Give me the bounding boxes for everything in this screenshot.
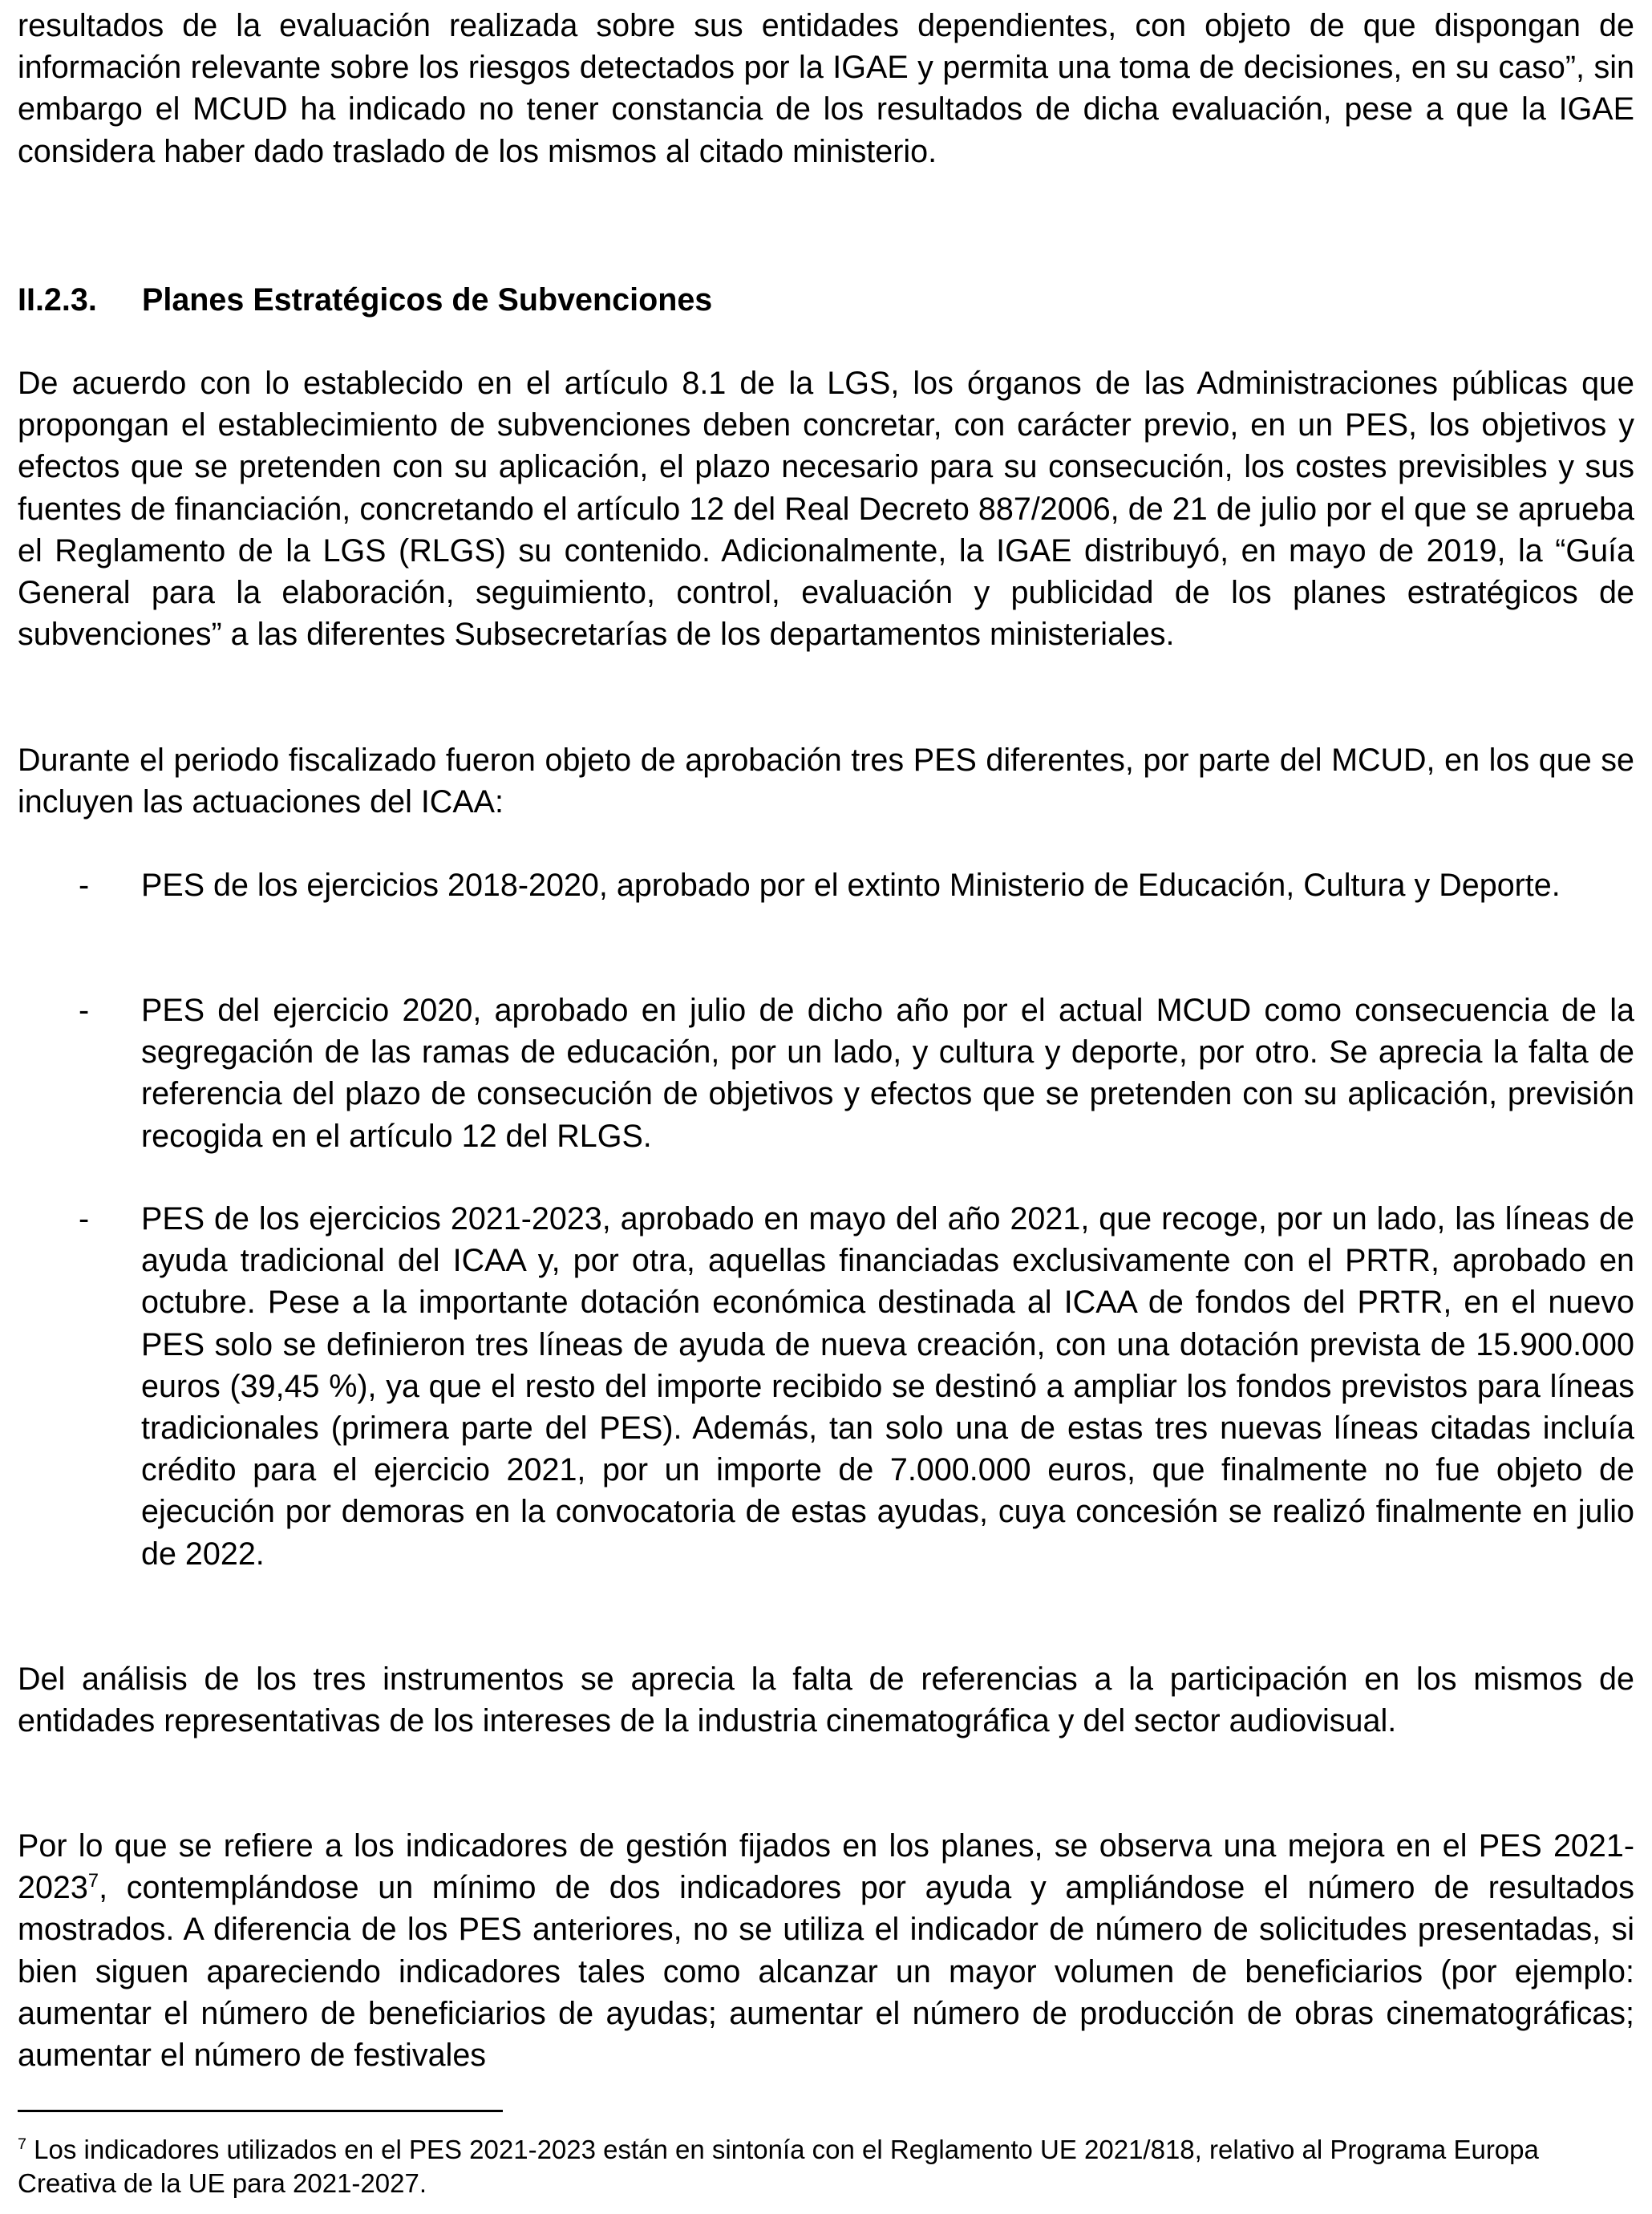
section-title: Planes Estratégicos de Subvenciones xyxy=(142,282,713,318)
section-number: II.2.3. xyxy=(18,282,97,318)
list-item-text: PES de los ejercicios 2018-2020, aprobado por el extinto Ministerio de Educación, Cultura y Deporte. xyxy=(141,868,1561,903)
list-item-pes-2021-2023 xyxy=(18,1198,1634,1575)
paragraph-indicadores xyxy=(18,1825,1634,2076)
bullet-dash: - xyxy=(79,868,90,903)
paragraph-text: , contemplándose un mínimo de dos indicadores por ayuda y ampliándose el número de resultados mostrados. A diferencia de los PES anteriores, no se utiliza el indicador de número de solicitudes presentadas, si bien siguen apareciendo indicadores tales como alcanzar un mayor volumen de beneficiarios (por ejemplo: aumentar el número de beneficiarios de ayudas; aumentar el número de producción de obras cinematográficas; aumentar el número de festivales xyxy=(18,1870,1634,2074)
paragraph-text: Por lo que se refiere a los indicadores de gestión fijados en los planes, se observa una mejora en el PES 2021-2023 xyxy=(18,1828,1634,1906)
list-item-pes-2020 xyxy=(18,990,1634,1157)
list-item-text: PES del ejercicio 2020, aprobado en julio de dicho año por el actual MCUD como consecuencia de la segregación de las ramas de educación, por un lado, y cultura y deporte, por otro. Se aprecia la falta de referencia del plazo de consecución de objetivos y efectos que se pretenden con su aplicación, previsión recogida en el artículo 12 del RLGS. xyxy=(141,993,1634,1154)
footnote-number: 7 xyxy=(18,2135,27,2153)
footnote-reference[interactable]: 7 xyxy=(87,1871,99,1892)
paragraph-periodo: Durante el periodo fiscalizado fueron objeto de aprobación tres PES diferentes, por parte del MCUD, en los que se incluyen las actuaciones del ICAA: xyxy=(18,743,1634,820)
footnote-text: Los indicadores utilizados en el PES 2021-2023 están en sintonía con el Reglamento UE 2021/818, relativo al Programa Europa Creativa de la UE para 2021-2027. xyxy=(18,2135,1539,2198)
list-item-text: PES de los ejercicios 2021-2023, aprobado en mayo del año 2021, que recoge, por un lado, las líneas de ayuda tradicional del ICAA y, por otra, aquellas financiadas exclusivamente con el PRTR, aprobado en octubre. Pese a la importante dotación económica destinada al ICAA de fondos del PRTR, en el nuevo PES solo se definieron tres líneas de ayuda de nueva creación, con una dotación prevista de 15.900.000 euros (39,45 %), ya que el resto del importe recibido se destinó a ampliar los fondos previstos para líneas tradicionales (primera parte del PES). Además, tan solo una de estas tres nuevas líneas citadas incluía crédito para el ejercicio 2021, por un importe de 7.000.000 euros, que finalmente no fue objeto de ejecución por demoras en la convocatoria de estas ayudas, cuya concesión se realizó finalmente en julio de 2022. xyxy=(141,1201,1634,1572)
paragraph-lgs: De acuerdo con lo establecido en el artículo 8.1 de la LGS, los órganos de las Administraciones públicas que propongan el establecimiento de subvenciones deben concretar, con carácter previo, en un PES, los objetivos y efectos que se pretenden con su aplicación, el plazo necesario para su consecución, los costes previsibles y sus fuentes de financiación, concretando el artículo 12 del Real Decreto 887/2006, de 21 de julio por el que se aprueba el Reglamento de la LGS (RLGS) su contenido. Adicionalmente, la IGAE distribuyó, en mayo de 2019, la “Guía General para la elaboración, seguimiento, control, evaluación y publicidad de los planes estratégicos de subvenciones” a las diferentes Subsecretarías de los departamentos ministeriales. xyxy=(18,366,1634,653)
paragraph-analisis: Del análisis de los tres instrumentos se aprecia la falta de referencias a la participación en los mismos de entidades representativas de los intereses de la industria cinematográfica y del sector audiovisual. xyxy=(18,1662,1634,1739)
bullet-dash: - xyxy=(79,1201,90,1237)
list-item-pes-2018-2020 xyxy=(18,864,1634,906)
bullet-dash: - xyxy=(79,993,90,1028)
footnote-separator xyxy=(18,2110,503,2112)
intro-paragraph: resultados de la evaluación realizada sobre sus entidades dependientes, con objeto de que dispongan de información relevante sobre los riesgos detectados por la IGAE y permita una toma de decisiones, en su caso”, sin embargo el MCUD ha indicado no tener constancia de los resultados de dicha evaluación, pese a que la IGAE considera haber dado traslado de los mismos al citado ministerio. xyxy=(18,8,1634,169)
footnote xyxy=(18,2133,1634,2200)
section-heading xyxy=(18,279,1634,321)
